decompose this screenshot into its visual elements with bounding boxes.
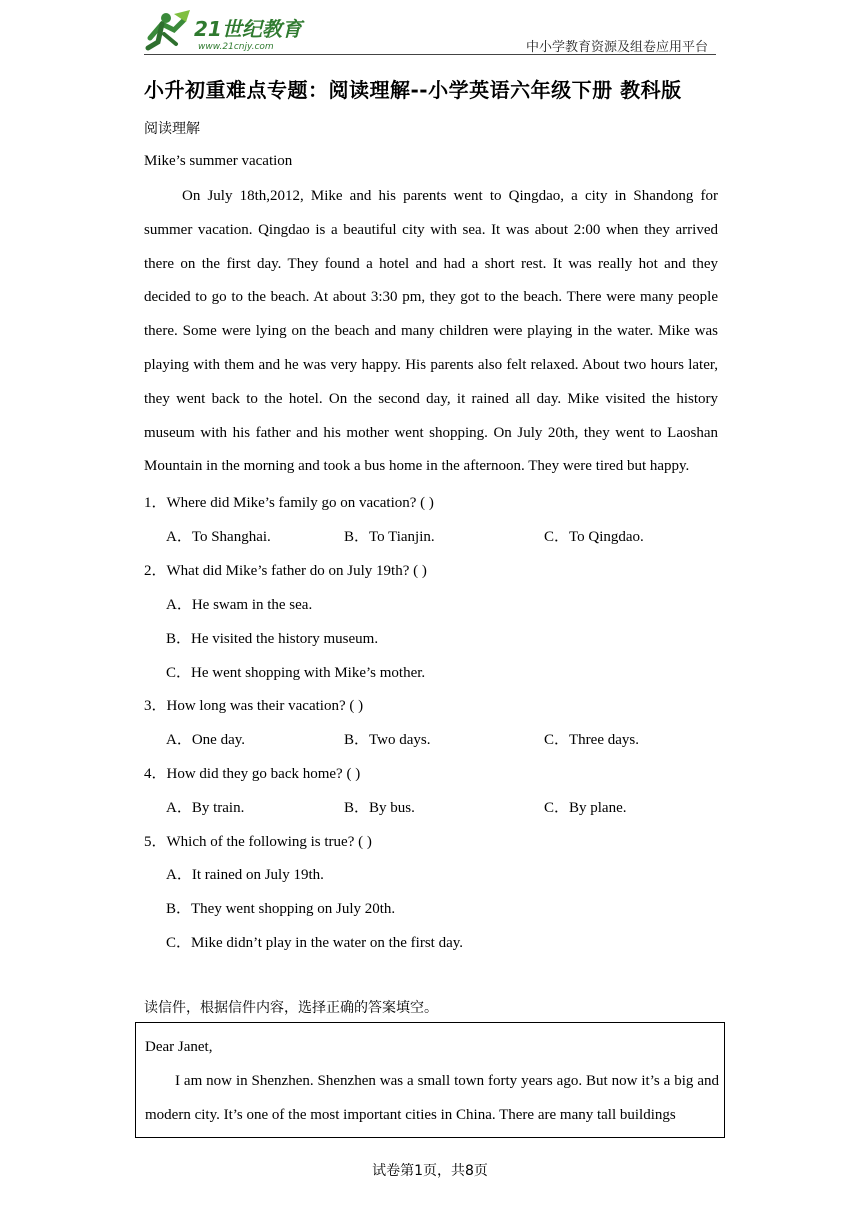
letter-body: I am now in Shenzhen. Shenzhen was a small town forty years ago. But now it’s a big and modern city. It’s one of the most important cities in China. There are many tall buildings xyxy=(145,1073,719,1123)
question-4-option-b[interactable]: B．By bus. xyxy=(344,800,415,816)
question-5-option-b[interactable]: B．They went shopping on July 20th. xyxy=(166,901,396,917)
question-3: 3．How long was their vacation? ( ) xyxy=(144,698,364,714)
svg-text:21世纪教育: 21世纪教育 xyxy=(194,17,302,41)
passage-title: Mike’s summer vacation xyxy=(144,153,293,169)
question-5-option-a[interactable]: A．It rained on July 19th. xyxy=(166,867,324,883)
svg-text:www.21cnjy.com: www.21cnjy.com xyxy=(198,42,274,52)
runner-icon xyxy=(148,10,190,48)
question-3-option-a[interactable]: A．One day. xyxy=(166,732,246,748)
question-2: 2．What did Mike’s father do on July 19th? ( ) xyxy=(144,563,427,579)
question-4-option-c[interactable]: C．By plane. xyxy=(544,800,627,816)
section-label: 阅读理解 xyxy=(144,121,200,137)
question-2-option-c[interactable]: C．He went shopping with Mike’s mother. xyxy=(166,665,426,681)
question-5-option-c[interactable]: C．Mike didn’t play in the water on the first day. xyxy=(166,935,464,951)
passage-text: On July 18th,2012, Mike and his parents went to Qingdao, a city in Shandong for summer vacation. Qingdao is a beautiful city with sea. It was about 2:00 when they arrived there on the first day. They found a hotel and had a short rest. It was really hot and they decided to go to the beach. At about 3:30 pm, they got to the beach. There were many people there. Some were lying on the beach and many children were playing in the water. Mike was playing with them and he was very happy. His parents also felt relaxed. About two hours later, they went back to the hotel. On the second day, it rained all day. Mike visited the history museum with his father and his mother went shopping. On July 20th, they went to Laoshan Mountain in the morning and took a bus home in the afternoon. They were tired but happy. xyxy=(144,188,718,475)
question-5: 5．Which of the following is true? ( ) xyxy=(144,834,372,850)
question-3-option-c[interactable]: C．Three days. xyxy=(544,732,639,748)
question-4-option-a[interactable]: A．By train. xyxy=(166,800,245,816)
question-1-option-a[interactable]: A．To Shanghai. xyxy=(166,529,271,545)
letter-greeting: Dear Janet, xyxy=(145,1039,213,1055)
question-2-option-b[interactable]: B．He visited the history museum. xyxy=(166,631,379,647)
page-header xyxy=(144,8,716,54)
page-footer: 试卷第1页，共8页 xyxy=(372,1163,488,1179)
question-1-option-c[interactable]: C．To Qingdao. xyxy=(544,529,644,545)
section-2-instruction: 读信件，根据信件内容，选择正确的答案填空。 xyxy=(144,1000,438,1016)
21cnjy-logo xyxy=(144,8,324,54)
question-1-option-b[interactable]: B．To Tianjin. xyxy=(344,529,435,545)
question-2-option-a[interactable]: A．He swam in the sea. xyxy=(166,597,313,613)
header-divider xyxy=(144,54,716,55)
question-3-option-b[interactable]: B．Two days. xyxy=(344,732,431,748)
question-4: 4．How did they go back home? ( ) xyxy=(144,766,361,782)
letter-box xyxy=(135,1022,725,1138)
page-title: 小升初重难点专题：阅读理解--小学英语六年级下册 教科版 xyxy=(144,78,682,102)
question-1: 1．Where did Mike’s family go on vacation? ( ) xyxy=(144,495,434,511)
platform-name: 中小学教育资源及组卷应用平台 xyxy=(525,40,708,55)
